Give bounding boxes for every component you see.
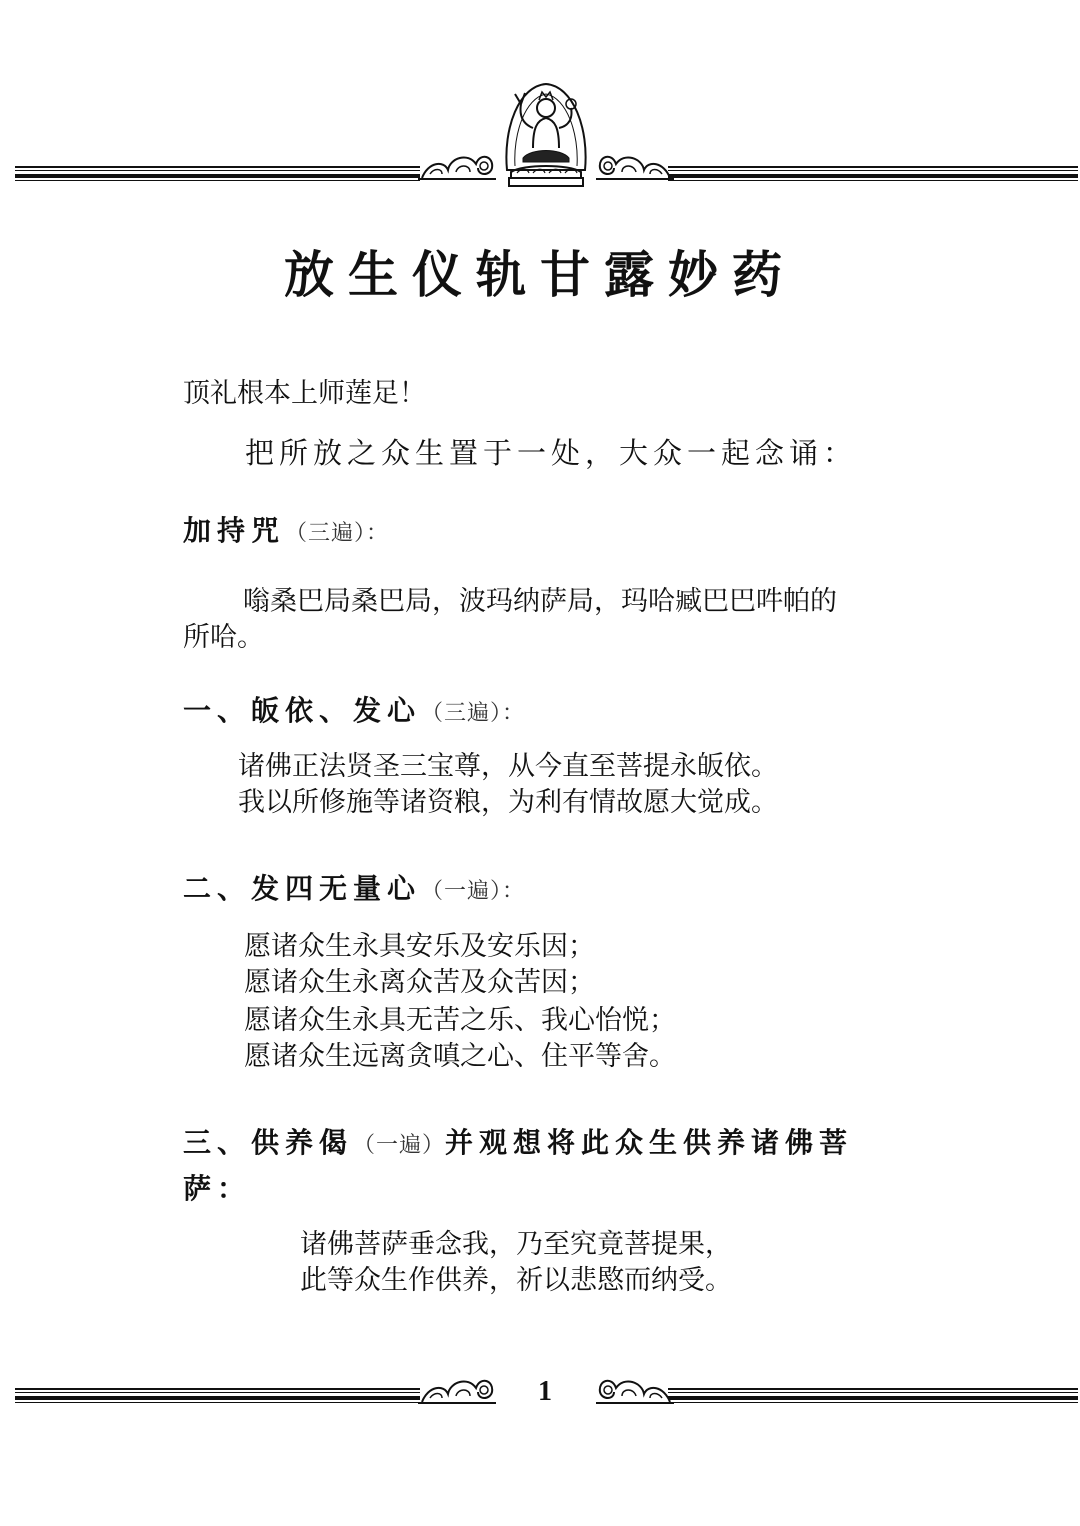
blessing-heading-line [183,512,389,550]
section-heading: 一、皈依、发心 [183,694,422,727]
section-heading-cont: 萨： [183,1172,252,1205]
blessing-suffix: ： [366,521,390,546]
cloud-ornament-left-icon [418,142,496,182]
header-rule-right [668,166,1078,182]
verse-line: 诸佛正法贤圣三宝尊，从今直至菩提永皈依。 [238,751,778,782]
mantra-line: 所哈。 [183,622,264,653]
cloud-ornament-left-icon [418,1366,496,1406]
header-rule-left [15,166,420,182]
footer-rule-left [15,1388,420,1404]
section-heading-line [183,1124,853,1162]
verse-line: 愿诸众生永具安乐及安乐因； [244,931,595,962]
page-title: 放生仪轨甘露妙药 [284,245,796,304]
deity-figure-icon [497,78,595,188]
section-heading-cont: 并观想将此众生供养诸佛菩 [445,1126,854,1159]
section-heading: 三、供养偈 [183,1126,354,1159]
section-suffix: ： [502,879,526,904]
cloud-ornament-right-icon [596,142,674,182]
section-note: （三遍） [421,701,503,726]
instruction: 把所放之众生置于一处，大众一起念诵： [245,436,858,470]
mantra-line: 嗡桑巴局桑巴局，波玛纳萨局，玛哈臧巴巴吽帕的 [243,586,837,617]
verse-line: 愿诸众生远离贪嗔之心、住平等舍。 [244,1041,676,1072]
section-heading: 二、发四无量心 [183,872,422,905]
verse-line: 愿诸众生永具无苦之乐、我心怡悦； [244,1005,676,1036]
section-note: （一遍） [421,879,503,904]
footer-rule-right [668,1388,1078,1404]
cloud-ornament-right-icon [596,1366,674,1406]
page-number: 1 [538,1376,552,1407]
verse-line: 诸佛菩萨垂念我，乃至究竟菩提果， [300,1229,732,1260]
blessing-heading: 加持咒 [183,514,286,547]
section-note: （一遍） [353,1133,446,1158]
blessing-note: （三遍） [285,521,367,546]
verse-line: 愿诸众生永离众苦及众苦因； [244,967,595,998]
salutation: 顶礼根本上师莲足！ [183,378,426,409]
section-suffix: ： [502,701,526,726]
section-heading-line [183,692,525,730]
verse-line: 我以所修施等诸资粮，为利有情故愿大觉成。 [238,787,778,818]
section-heading-line [183,870,525,908]
verse-line: 此等众生作供养，祈以悲愍而纳受。 [300,1265,732,1296]
